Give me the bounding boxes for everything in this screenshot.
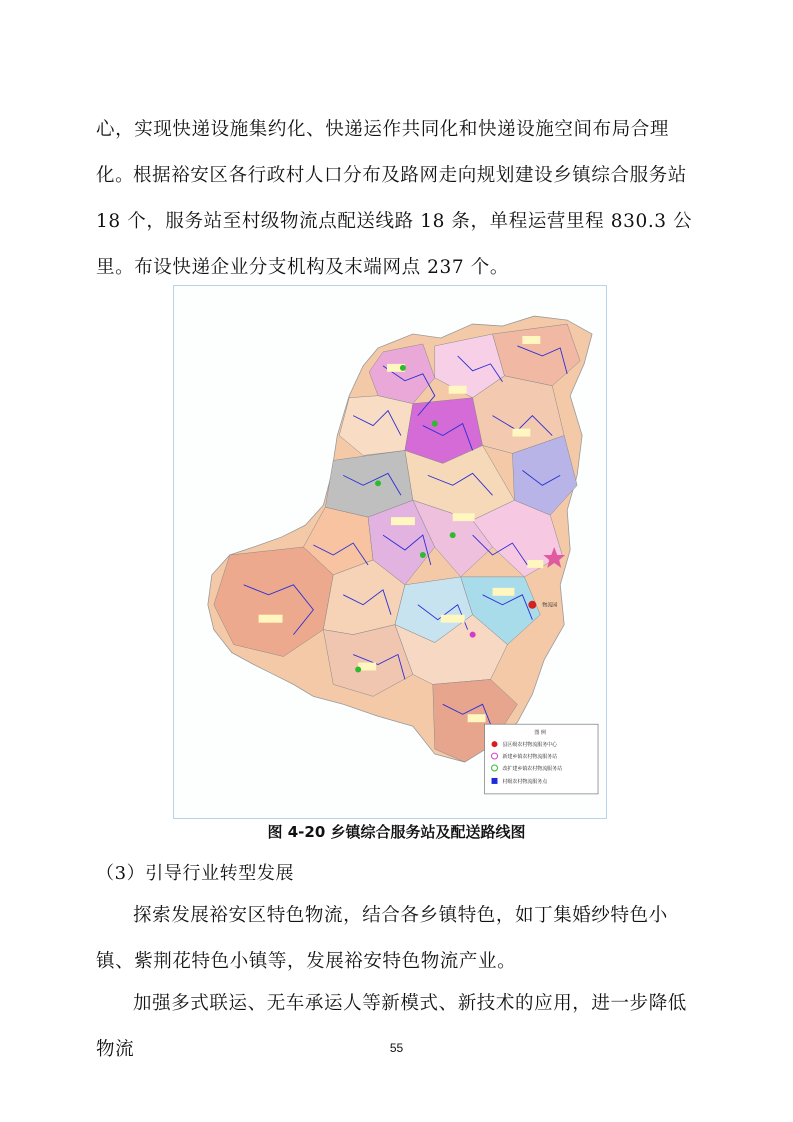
legend-village-icon bbox=[492, 778, 498, 784]
paragraph-5: 加强多式联运、无车承运人等新模式、新技术的应用，进一步降低物流 bbox=[96, 993, 687, 1060]
legend-center-icon bbox=[492, 741, 498, 747]
paragraph-4: 探索发展裕安区特色物流，结合各乡镇特色，如丁集婚纱特色小镇、紫荆花特色小镇等，发展裕安特色物流产业。 bbox=[96, 905, 668, 972]
legend-item-upgrade: 改扩建乡镇农村物流服务站 bbox=[502, 765, 563, 772]
legend-title: 图 例 bbox=[534, 730, 546, 737]
paragraph-1: 心，实现快递设施集约化、快递运作共同化和快递设施空间布局合理化。 bbox=[96, 119, 670, 186]
legend-item-new: 新建乡镇农村物流服务站 bbox=[502, 754, 558, 761]
logistics-park-label: 物流园 bbox=[542, 602, 558, 609]
map-figure bbox=[173, 285, 607, 819]
section-heading: （3）引导行业转型发展 bbox=[96, 863, 295, 884]
legend-item-village: 村级农村物流服务点 bbox=[502, 778, 548, 785]
district-map bbox=[174, 286, 606, 818]
figure-caption: 图 4-20 乡镇综合服务站及配送路线图 bbox=[267, 823, 526, 841]
page-number: 55 bbox=[389, 1041, 404, 1055]
legend-item-center: 县区级农村物流服务中心 bbox=[502, 742, 558, 749]
paragraph-2: 根据裕安区各行政村人口分布及路网走向规划建设乡镇综合服务站 18 个，服务站至村级物流点配送线路 18 条，单程运营里程 830.3 公里。布设快递企业分支机构及末端网点 237 个。 bbox=[96, 165, 693, 278]
map-legend bbox=[485, 724, 598, 794]
